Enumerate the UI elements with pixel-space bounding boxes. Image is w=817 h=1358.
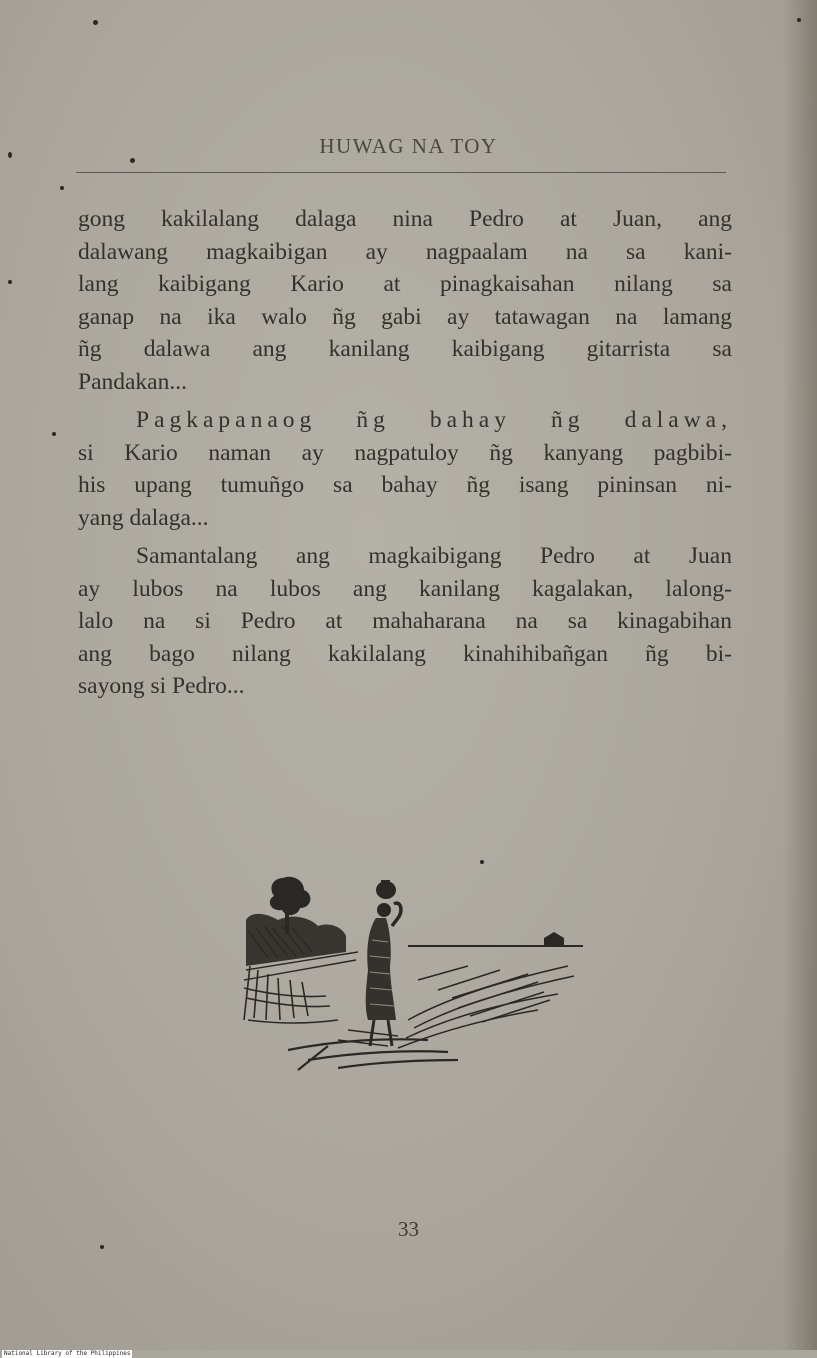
text-line: Pandakan... (78, 368, 187, 395)
library-credit: National Library of the Philippines (4, 1350, 131, 1357)
text-line: dalawang magkaibigan ay nagpaalam na sa kani- (78, 238, 732, 265)
text-line: ñg dalawa ang kanilang kaibigang gitarrista sa (78, 336, 732, 362)
paragraph-1 (78, 203, 732, 398)
woman-carrying-jar-illustration (238, 870, 588, 1080)
text-line: gong kakilalang dalaga nina Pedro at Juan, ang (78, 206, 732, 232)
print-speck (797, 18, 801, 22)
print-speck (60, 186, 64, 190)
header-rule (76, 172, 726, 173)
print-speck (100, 1245, 104, 1249)
print-speck (52, 432, 56, 436)
page-edge-shadow (783, 0, 817, 1350)
text-line: lang kaibigang Kario at pinagkaisahan nilang sa (78, 271, 732, 297)
page-number: 33 (398, 1217, 419, 1241)
text-line: si Kario naman ay nagpatuloy ñg kanyang pagbibi- (78, 439, 732, 466)
text-line: his upang tumuñgo sa bahay ñg isang pininsan ni- (78, 472, 732, 498)
print-speck (480, 860, 484, 864)
body-text (78, 203, 732, 709)
text-line: ay lubos na lubos ang kanilang kagalakan, lalong- (78, 575, 732, 602)
print-speck (8, 280, 12, 284)
paragraph-2 (78, 404, 732, 534)
text-line: lalo na si Pedro at mahaharana na sa kinagabihan (78, 608, 732, 634)
text-line: Pagkapanaog ñg bahay ñg dalawa, (136, 407, 732, 433)
running-head: HUWAG NA TOY (319, 134, 498, 158)
text-line: ganap na ika walo ñg gabi ay tatawagan na lamang (78, 303, 732, 330)
text-line: sayong si Pedro... (78, 673, 245, 699)
text-line: ang bago nilang kakilalang kinahihibañgan ñg bi- (78, 640, 732, 667)
print-speck (93, 20, 98, 25)
paragraph-3 (78, 540, 732, 703)
text-line: Samantalang ang magkaibigang Pedro at Juan (136, 543, 732, 569)
text-line: yang dalaga... (78, 504, 209, 531)
